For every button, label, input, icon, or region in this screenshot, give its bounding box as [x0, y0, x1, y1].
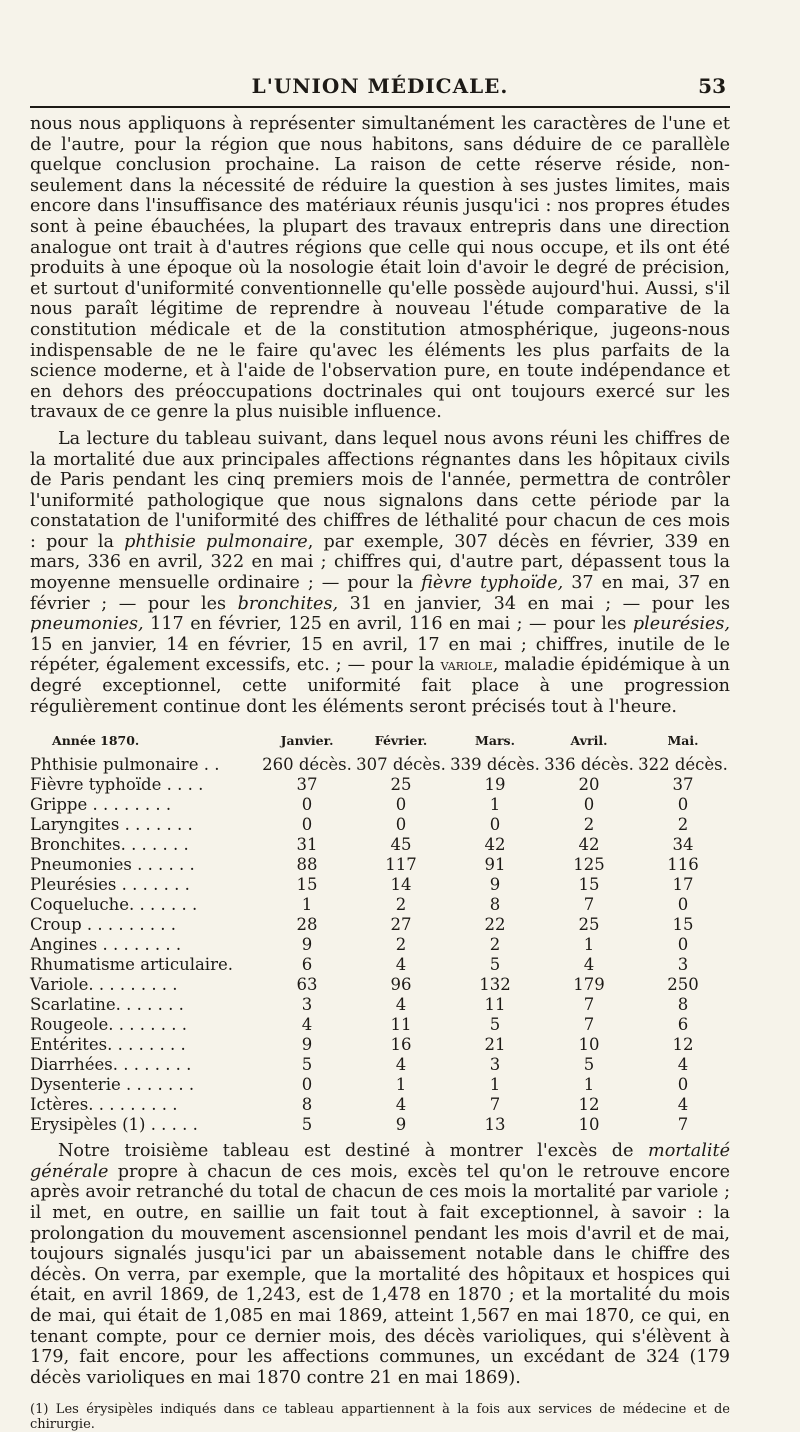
table-row — [30, 815, 730, 835]
column-header: Mars. — [475, 733, 515, 749]
paragraph-2-italic: phthisie pulmonaire — [124, 531, 308, 552]
table-row — [30, 875, 730, 895]
death-count-cell: 179 — [573, 975, 605, 995]
paragraph-2-text: La lecture du tableau suivant, dans lequel nous avons réuni les chiffres de la mortalité due aux principales affections régnantes dans les hôpitaux civils de Paris pendant les cinq premiers mois de l'année, permettra de contrôler l'uniformité pathologique que nous signalons dans cette période par la constatation de l'uniformité des chiffres de léthalité pour chacun de ces mois : pour la — [30, 428, 730, 552]
death-count-cell: 117 — [385, 855, 417, 875]
death-count-cell: 4 — [395, 1055, 407, 1075]
death-count-cell: 0 — [301, 815, 313, 835]
death-count-cell: 4 — [395, 955, 407, 975]
table-row — [30, 1015, 730, 1035]
paragraph-2 — [30, 429, 730, 717]
table-row — [30, 795, 730, 815]
death-count-cell: 9 — [489, 875, 501, 895]
table-row — [30, 775, 730, 795]
disease-label: Dysenterie . . . . . . . — [30, 1075, 195, 1095]
paragraph-3-italic: mortalité générale — [30, 1141, 730, 1182]
death-count-cell: 7 — [583, 1015, 595, 1035]
page-number: 53 — [698, 74, 726, 98]
death-count-cell: 4 — [395, 1095, 407, 1115]
disease-label: Rougeole. . . . . . . . — [30, 1015, 187, 1035]
paragraph-2-italic: pleurésies, — [632, 614, 730, 635]
death-count-cell: 28 — [296, 915, 318, 935]
death-count-cell: 250 — [667, 975, 699, 995]
column-header: Année 1870. — [52, 733, 140, 749]
column-header: Avril. — [570, 733, 608, 749]
disease-label: Bronchites. . . . . . . — [30, 835, 189, 855]
death-count-cell: 9 — [301, 1035, 313, 1055]
mortality-table — [30, 731, 730, 1135]
table-row — [30, 835, 730, 855]
death-count-cell: 0 — [489, 815, 501, 835]
paragraph-3-text: propre à chacun de ces mois, excès tel qu'on le retrouve encore après avoir retranché du total de chacun de ces mois la mortalité par variole ; il met, en outre, en saillie un fait tout à fait exceptionnel, à savoir : la prolongation du mouvement ascensionnel pendant les mois d'avril et de mai, toujours signalés jusqu'ici par un abaissement notable dans le chiffre des décès. On verra, par exemple, que la mortalité des hôpitaux et hospices qui était, en avril 1869, de 1,243, est de 1,478 en 1870 ; et la mortalité du mois de mai, qui était de 1,085 en mai 1869, atteint 1,567 en mai 1870, ce qui, en tenant compte, pour ce dernier mois, des décès varioliques, qui s'élèvent à 179, fait encore, pour les affections communes, un excédant de 324 (179 décès varioliques en mai 1870 contre 21 en mai 1869). — [30, 1161, 730, 1388]
table-row — [30, 1055, 730, 1075]
death-count-cell: 91 — [484, 855, 506, 875]
death-count-cell: 7 — [583, 895, 595, 915]
running-head — [30, 70, 730, 104]
death-count-cell: 8 — [301, 1095, 313, 1115]
paragraph-2-text: , par exemple, 307 décès en février, 339 en mars, 336 en avril, 322 en mai ; chiffres qui, d'autre part, dépassent tous la moyenne mensuelle ordinaire ; — pour la — [30, 531, 730, 594]
header-rule — [30, 106, 730, 108]
death-count-cell: 37 — [672, 775, 694, 795]
death-count-cell: 1 — [583, 1075, 595, 1095]
page — [30, 70, 730, 1432]
paragraph-2-text: 37 en mai, 37 en février ; — pour les — [30, 573, 731, 614]
table-row — [30, 955, 730, 975]
death-count-cell: 7 — [677, 1115, 689, 1135]
death-count-cell: 25 — [578, 915, 600, 935]
death-count-cell: 0 — [583, 795, 595, 815]
table-row — [30, 915, 730, 935]
death-count-cell: 5 — [489, 1015, 501, 1035]
death-count-cell: 45 — [390, 835, 412, 855]
footnote: (1) Les érysipèles indiqués dans ce tableau appartiennent à la fois aux services de médecine et de chirurgie. — [30, 1402, 730, 1432]
death-count-cell: 5 — [301, 1055, 313, 1075]
death-count-cell: 10 — [578, 1115, 600, 1135]
death-count-cell: 0 — [677, 1075, 689, 1095]
death-count-cell: 6 — [677, 1015, 689, 1035]
death-count-cell: 0 — [395, 815, 407, 835]
death-count-cell: 0 — [395, 795, 407, 815]
death-count-cell: 5 — [301, 1115, 313, 1135]
death-count-cell: 1 — [395, 1075, 407, 1095]
disease-label: Entérites. . . . . . . . — [30, 1035, 186, 1055]
paragraph-1: nous nous appliquons à représenter simultanément les caractères de l'une et de l'autre, pour la région que nous habitons, sans déduire de ce parallèle quelque conclusion prochaine. La raison de cette réserve réside, non-seulement dans la nécessité de réduire la question à ses justes limites, mais encore dans l'insuffisance des matériaux réunis jusqu'ici : nos propres études sont à peine ébauchées, la plupart des travaux entrepris dans une direction analogue ont trait à d'autres régions que celle qui nous occupe, et ils ont été produits à une époque où la nosologie était loin d'avoir le degré de précision, et surtout d'uniformité conventionnelle qu'elle possède aujourd'hui. Aussi, s'il nous paraît légitime de reprendre à nouveau l'étude comparative de la constitution médicale et de la constitution atmosphérique, jugeons-nous indispensable de ne le faire qu'avec les éléments les plus parfaits de la science moderne, et à l'aide de l'observation pure, en toute indépendance et en dehors des préoccupations doctrinales qui ont toujours exercé sur les travaux de ce genre la plus nuisible influence. — [30, 114, 730, 423]
death-count-cell: 21 — [484, 1035, 506, 1055]
table-row — [30, 1035, 730, 1055]
paragraph-2-smallcaps: variole — [440, 655, 493, 675]
disease-label: Erysipèles (1) . . . . . — [30, 1115, 198, 1135]
death-count-cell: 14 — [390, 875, 412, 895]
death-count-cell: 42 — [484, 835, 506, 855]
table-row — [30, 995, 730, 1015]
death-count-cell: 63 — [296, 975, 318, 995]
death-count-cell: 2 — [395, 935, 407, 955]
death-count-cell: 307 décès. — [356, 755, 446, 775]
death-count-cell: 9 — [301, 935, 313, 955]
death-count-cell: 2 — [489, 935, 501, 955]
table-header-row — [30, 731, 730, 755]
table-row — [30, 895, 730, 915]
paragraph-3-text: Notre troisième tableau est destiné à montrer l'excès de — [58, 1141, 649, 1162]
death-count-cell: 5 — [489, 955, 501, 975]
running-title: L'UNION MÉDICALE. — [251, 74, 509, 98]
paragraph-2-italic: fièvre typhoïde, — [421, 573, 564, 594]
death-count-cell: 19 — [484, 775, 506, 795]
column-header: Janvier. — [280, 733, 334, 749]
column-header: Février. — [374, 733, 428, 749]
death-count-cell: 6 — [301, 955, 313, 975]
death-count-cell: 4 — [677, 1095, 689, 1115]
death-count-cell: 5 — [583, 1055, 595, 1075]
death-count-cell: 15 — [578, 875, 600, 895]
death-count-cell: 3 — [301, 995, 313, 1015]
table-row — [30, 1095, 730, 1115]
death-count-cell: 88 — [296, 855, 318, 875]
disease-label: Diarrhées. . . . . . . . — [30, 1055, 192, 1075]
table-body — [30, 755, 730, 1135]
death-count-cell: 260 décès. — [262, 755, 352, 775]
death-count-cell: 20 — [578, 775, 600, 795]
death-count-cell: 25 — [390, 775, 412, 795]
death-count-cell: 0 — [677, 895, 689, 915]
death-count-cell: 34 — [672, 835, 694, 855]
death-count-cell: 125 — [573, 855, 605, 875]
death-count-cell: 37 — [296, 775, 318, 795]
death-count-cell: 8 — [489, 895, 501, 915]
death-count-cell: 116 — [667, 855, 699, 875]
death-count-cell: 22 — [484, 915, 506, 935]
death-count-cell: 2 — [677, 815, 689, 835]
death-count-cell: 336 décès. — [544, 755, 634, 775]
death-count-cell: 4 — [583, 955, 595, 975]
death-count-cell: 4 — [395, 995, 407, 1015]
death-count-cell: 322 décès. — [638, 755, 728, 775]
death-count-cell: 339 décès. — [450, 755, 540, 775]
death-count-cell: 0 — [301, 1075, 313, 1095]
paragraph-2-italic: bronchites, — [237, 593, 339, 614]
disease-label: Ictères. . . . . . . . . — [30, 1095, 178, 1115]
death-count-cell: 0 — [677, 795, 689, 815]
death-count-cell: 0 — [677, 935, 689, 955]
death-count-cell: 17 — [672, 875, 694, 895]
paragraph-2-text: 117 en février, 125 en avril, 116 en mai ; — pour les — [143, 614, 633, 635]
death-count-cell: 16 — [390, 1035, 412, 1055]
disease-label: Pleurésies . . . . . . . — [30, 875, 190, 895]
paragraph-2-text: , maladie épidémique à un degré exceptionnel, cette uniformité fait place à une progression régulièrement continue dont les éléments seront précisés tout à l'heure. — [30, 655, 730, 717]
disease-label: Angines . . . . . . . . — [30, 935, 182, 955]
disease-label: Scarlatine. . . . . . . — [30, 995, 184, 1015]
paragraph-2-text: 31 en janvier, 34 en mai ; — pour les — [338, 593, 730, 614]
death-count-cell: 10 — [578, 1035, 600, 1055]
disease-label: Croup . . . . . . . . . — [30, 915, 177, 935]
death-count-cell: 1 — [489, 1075, 501, 1095]
death-count-cell: 8 — [677, 995, 689, 1015]
death-count-cell: 3 — [489, 1055, 501, 1075]
disease-label: Pneumonies . . . . . . — [30, 855, 195, 875]
death-count-cell: 7 — [583, 995, 595, 1015]
paragraph-2-text: 15 en janvier, 14 en février, 15 en avril, 17 en mai ; chiffres, inutile de le répéter, également excessifs, etc. ; — pour la — [30, 634, 730, 676]
table-row — [30, 1075, 730, 1095]
death-count-cell: 1 — [301, 895, 313, 915]
death-count-cell: 1 — [583, 935, 595, 955]
column-header: Mai. — [667, 733, 699, 749]
death-count-cell: 42 — [578, 835, 600, 855]
disease-label: Coqueluche. . . . . . . — [30, 895, 198, 915]
table-row — [30, 1115, 730, 1135]
death-count-cell: 2 — [583, 815, 595, 835]
death-count-cell: 4 — [301, 1015, 313, 1035]
death-count-cell: 12 — [672, 1035, 694, 1055]
death-count-cell: 15 — [672, 915, 694, 935]
death-count-cell: 12 — [578, 1095, 600, 1115]
disease-label: Laryngites . . . . . . . — [30, 815, 193, 835]
death-count-cell: 11 — [484, 995, 506, 1015]
death-count-cell: 9 — [395, 1115, 407, 1135]
paragraph-3 — [30, 1141, 730, 1388]
disease-label: Fièvre typhoïde . . . . — [30, 775, 204, 795]
disease-label: Phthisie pulmonaire . . — [30, 755, 220, 775]
death-count-cell: 132 — [479, 975, 511, 995]
disease-label: Grippe . . . . . . . . — [30, 795, 172, 815]
death-count-cell: 31 — [296, 835, 318, 855]
paragraph-2-italic: pneumonies, — [30, 614, 144, 635]
death-count-cell: 96 — [390, 975, 412, 995]
table-row — [30, 855, 730, 875]
table-row — [30, 755, 730, 775]
death-count-cell: 7 — [489, 1095, 501, 1115]
death-count-cell: 0 — [301, 795, 313, 815]
death-count-cell: 4 — [677, 1055, 689, 1075]
death-count-cell: 27 — [390, 915, 412, 935]
death-count-cell: 2 — [395, 895, 407, 915]
death-count-cell: 11 — [390, 1015, 412, 1035]
death-count-cell: 15 — [296, 875, 318, 895]
death-count-cell: 13 — [484, 1115, 506, 1135]
disease-label: Rhumatisme articulaire. — [30, 955, 233, 975]
table-row — [30, 935, 730, 955]
death-count-cell: 1 — [489, 795, 501, 815]
disease-label: Variole. . . . . . . . . — [30, 975, 178, 995]
table-row — [30, 975, 730, 995]
death-count-cell: 3 — [677, 955, 689, 975]
